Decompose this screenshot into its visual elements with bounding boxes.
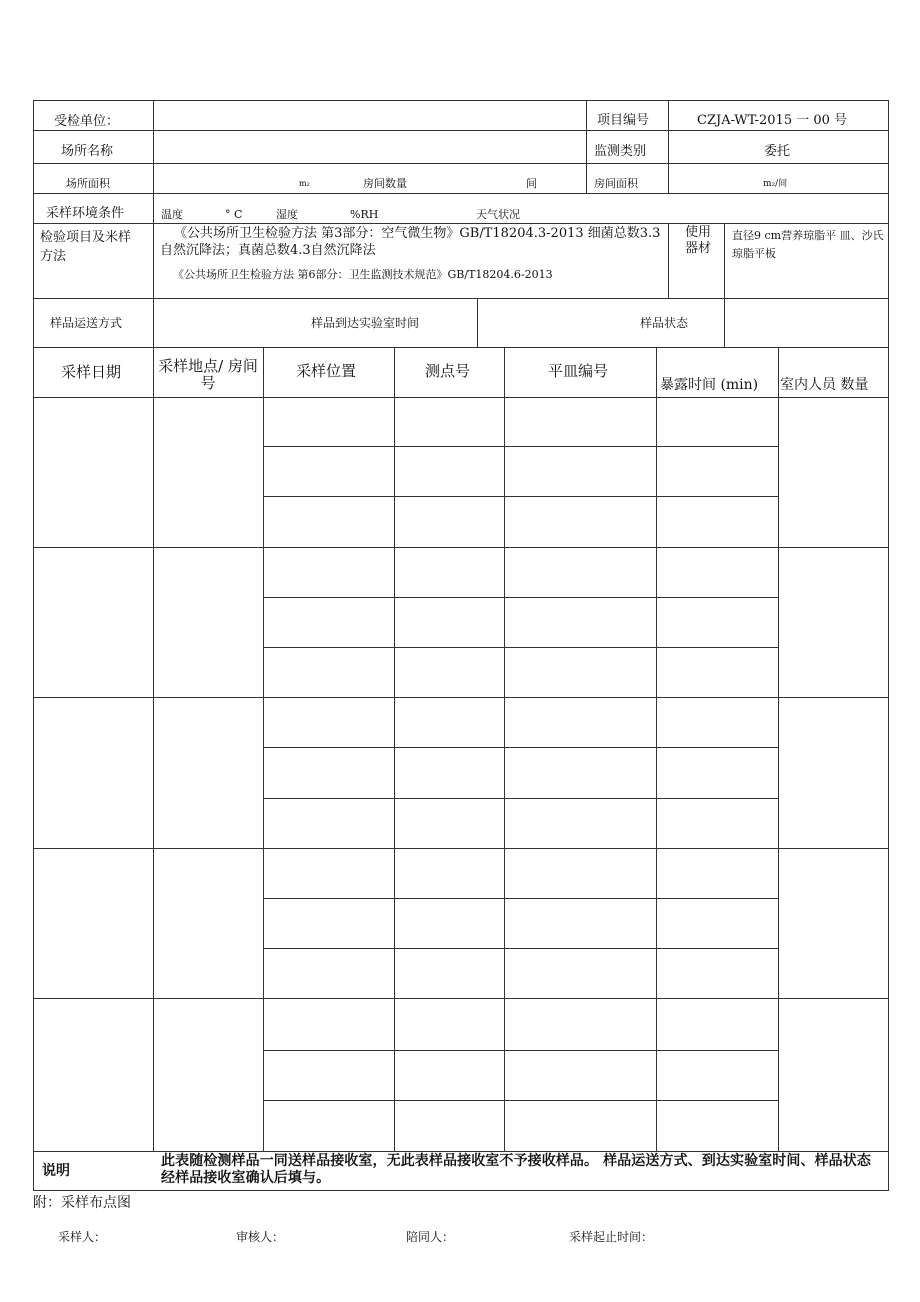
transport-method-label: 样品运送方式 xyxy=(50,316,123,330)
reviewer-label: 审核人： xyxy=(236,1230,285,1244)
row-divider xyxy=(33,397,889,398)
col-divider xyxy=(668,223,669,298)
col-header-exposure: 暴露时间 (min) xyxy=(660,377,759,393)
subrow-divider xyxy=(263,898,778,899)
col-divider xyxy=(504,347,505,1151)
room-count-label: 房间数量 xyxy=(363,177,407,190)
row-divider xyxy=(33,223,889,224)
group-divider xyxy=(33,547,889,548)
project-no-value: CZJA-WT-2015 一 00 号 xyxy=(697,113,848,128)
col-divider xyxy=(724,223,725,347)
monitor-type-value: 委托 xyxy=(764,144,791,159)
row-divider xyxy=(33,130,889,131)
venue-area-label: 场所面积 xyxy=(66,177,110,190)
note-label: 说明 xyxy=(42,1163,70,1179)
col-header-location: 采样地点/ 房间号 xyxy=(158,357,258,392)
venue-name-label: 场所名称 xyxy=(61,144,114,159)
humidity-unit: %RH xyxy=(350,208,379,221)
row-divider xyxy=(33,347,889,348)
col-divider xyxy=(153,347,154,1151)
subrow-divider xyxy=(263,1100,778,1101)
group-divider xyxy=(33,697,889,698)
method-text-1: 《公共场所卫生检验方法 第3部分：空气微生物》GB/T18204.3-2013 细菌总数3.3自然沉降法；真菌总数4.3自然沉降法 xyxy=(160,226,661,258)
arrival-time-label: 样品到达实验室时间 xyxy=(311,316,420,330)
note-text: 此表随检测样品一同送样品接收室，无此表样品接收室不予接收样品。 样品运送方式、到达实验室时间、样品状态经样品接收室确认后填与。 xyxy=(161,1153,871,1186)
group-divider xyxy=(33,998,889,999)
subrow-divider xyxy=(263,496,778,497)
col-divider xyxy=(668,100,669,193)
col-header-date: 采样日期 xyxy=(61,363,122,381)
row-divider xyxy=(33,298,889,299)
attachment-label: 附：采样布点图 xyxy=(33,1195,131,1211)
equipment-label: 使用器材 xyxy=(684,225,711,256)
time-label: 采样起止时间： xyxy=(569,1230,654,1244)
subrow-divider xyxy=(263,747,778,748)
col-divider xyxy=(778,347,779,1151)
sampler-label: 采样人： xyxy=(58,1230,107,1244)
method-label: 检验项目及米样方法 xyxy=(40,230,132,264)
monitor-type-label: 监测类别 xyxy=(594,144,647,159)
method-text-2: 《公共场所卫生检验方法 第6部分：卫生监测技术规范》GB/T18204.6-2013 xyxy=(173,268,553,281)
row-divider xyxy=(33,163,889,164)
humidity-label: 湿度 xyxy=(276,208,298,221)
group-divider xyxy=(33,848,889,849)
area-unit: m₂ xyxy=(299,179,310,188)
subrow-divider xyxy=(263,597,778,598)
col-divider xyxy=(153,100,154,347)
equipment-value: 直径9 cm营养琼脂平 皿、沙氏琼脂平板 xyxy=(732,229,884,260)
room-area-label: 房间面积 xyxy=(594,177,638,190)
col-divider xyxy=(263,347,264,1151)
form-table xyxy=(33,100,889,1191)
temp-label: 温度 xyxy=(161,208,183,221)
subrow-divider xyxy=(263,647,778,648)
env-label: 采样环境条件 xyxy=(46,206,125,221)
project-no-label: 项目编号 xyxy=(597,113,650,128)
room-area-unit: m₂/间 xyxy=(763,179,788,189)
companion-label: 陪同人： xyxy=(406,1230,455,1244)
subrow-divider xyxy=(263,446,778,447)
row-divider xyxy=(33,193,889,194)
col-divider xyxy=(477,298,478,347)
col-divider xyxy=(656,347,657,1151)
group-divider xyxy=(33,1151,889,1152)
col-header-position: 采样位置 xyxy=(296,362,357,380)
subrow-divider xyxy=(263,1050,778,1051)
subrow-divider xyxy=(263,948,778,949)
col-divider xyxy=(586,100,587,193)
room-unit: 间 xyxy=(526,177,537,190)
sample-status-label: 样品状态 xyxy=(640,316,689,330)
col-header-plate-no: 平皿编号 xyxy=(548,362,609,380)
col-header-point-no: 测点号 xyxy=(425,362,471,380)
col-header-people: 室内人员 数量 xyxy=(780,377,869,393)
temp-unit: ° C xyxy=(225,208,243,221)
unit-label: 受检单位： xyxy=(54,114,120,129)
weather-label: 天气状况 xyxy=(476,208,520,221)
subrow-divider xyxy=(263,798,778,799)
col-divider xyxy=(394,347,395,1151)
